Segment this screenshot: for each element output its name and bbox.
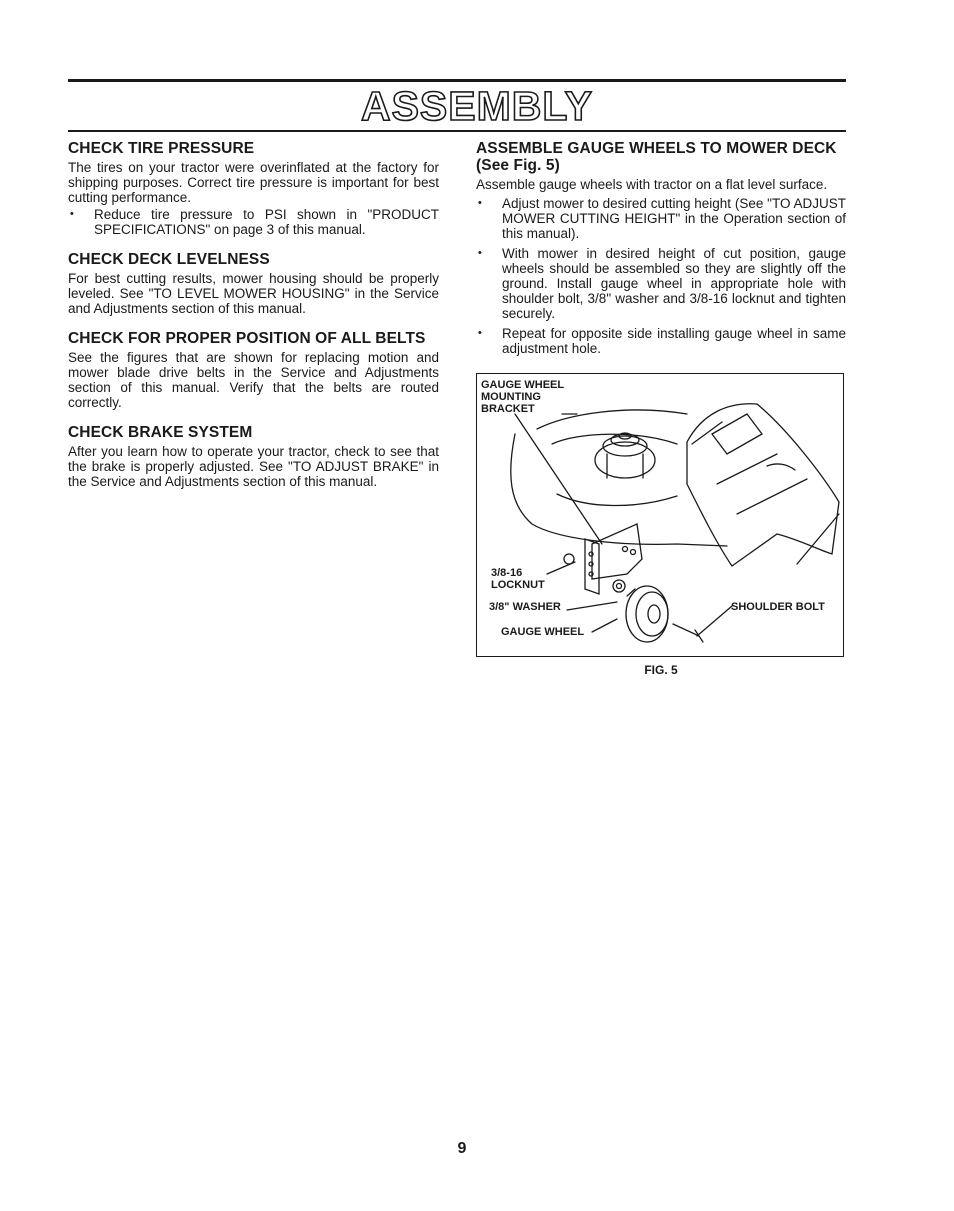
header-rule-top <box>68 79 846 82</box>
section-deck-levelness <box>68 251 439 316</box>
section-body: See the figures that are shown for replacing motion and mower blade drive belts in the Service and Adjustments section of this manual. Verify that the belts are routed correctly. <box>68 350 439 410</box>
section-heading: CHECK DECK LEVELNESS <box>68 251 270 268</box>
figure-caption: FIG. 5 <box>644 663 678 677</box>
bullet-icon: • <box>478 247 482 259</box>
right-column <box>476 140 846 356</box>
section-heading: CHECK TIRE PRESSURE <box>68 140 255 157</box>
label-locknut: 3/8-16 LOCKNUT <box>491 567 545 591</box>
header-rule-bottom <box>68 130 846 132</box>
figure-5 <box>476 373 844 657</box>
label-gauge-wheel-mounting-bracket: GAUGE WHEEL MOUNTING BRACKET <box>481 379 564 415</box>
mower-deck-illustration <box>477 374 843 656</box>
list-item <box>476 326 846 356</box>
list-item-text: Adjust mower to desired cutting height (See "TO ADJUST MOWER CUTTING HEIGHT" in the Operation section of this manual). <box>502 196 846 241</box>
list-item-text: With mower in desired height of cut position, gauge wheels should be assembled so they are slightly off the ground. Install gauge wheel in appropriate hole with shoulder bolt, 3/8" washer and 3/8-16 locknut and tighten securely. <box>502 246 846 321</box>
list-item-text: Reduce tire pressure to PSI shown in "PRODUCT SPECIFICATIONS" on page 3 of this manual. <box>94 207 439 237</box>
section-heading: CHECK FOR PROPER POSITION OF ALL BELTS <box>68 330 426 347</box>
section-body: The tires on your tractor were overinflated at the factory for shipping purposes. Correct tire pressure is important for best cutting performance. <box>68 160 439 205</box>
list-item <box>476 196 846 241</box>
section-tire-pressure <box>68 140 439 237</box>
section-heading: CHECK BRAKE SYSTEM <box>68 424 253 441</box>
list-item <box>68 207 439 237</box>
label-shoulder-bolt: SHOULDER BOLT <box>731 601 825 613</box>
bullet-icon: • <box>70 208 74 220</box>
label-gauge-wheel: GAUGE WHEEL <box>501 626 585 638</box>
page-title: ASSEMBLY <box>360 83 594 129</box>
section-body: For best cutting results, mower housing should be properly leveled. See "TO LEVEL MOWER HOUSING" in the Service and Adjustments section of this manual. <box>68 271 439 316</box>
section-heading: ASSEMBLE GAUGE WHEELS TO MOWER DECK (See Fig. 5) <box>476 140 837 174</box>
bullet-icon: • <box>478 327 482 339</box>
section-body: After you learn how to operate your tractor, check to see that the brake is properly adjusted. See "TO ADJUST BRAKE" in the Service and Adjustments section of this manual. <box>68 444 439 489</box>
page-number: 9 <box>457 1140 467 1157</box>
section-belts <box>68 330 439 410</box>
section-brake <box>68 424 439 489</box>
label-washer: 3/8" WASHER <box>489 601 561 613</box>
bullet-icon: • <box>478 197 482 209</box>
list-item <box>476 246 846 321</box>
list-item-text: Repeat for opposite side installing gauge wheel in same adjustment hole. <box>502 326 846 356</box>
left-column <box>68 140 439 503</box>
section-intro: Assemble gauge wheels with tractor on a flat level surface. <box>476 177 828 192</box>
